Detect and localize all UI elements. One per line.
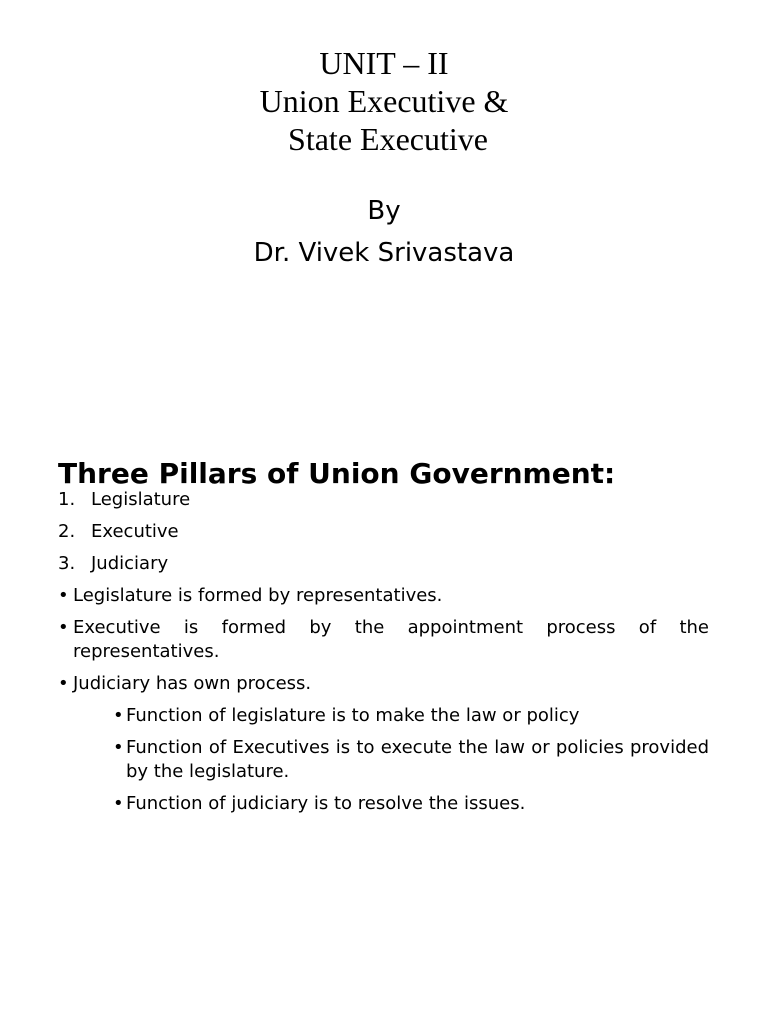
sub-bullet-text: Function of legislature is to make the law or policy (126, 705, 580, 726)
item-number: 1. (58, 489, 76, 510)
section-heading: Three Pillars of Union Government: (58, 457, 616, 490)
bullet-icon: • (113, 705, 124, 726)
bullet-text: Executive is formed by the appointment process of the representatives. (73, 617, 709, 662)
bullet-item (58, 616, 709, 664)
bullet-icon: • (113, 737, 124, 758)
title-line-state-executive: State Executive (280, 121, 488, 157)
sub-bullet-item (113, 704, 709, 728)
slide-title (0, 44, 768, 158)
sub-bullet-item (113, 736, 709, 784)
bullet-icon: • (113, 793, 124, 814)
item-text: Judiciary (91, 553, 169, 574)
numbered-item (58, 520, 709, 544)
item-number: 2. (58, 521, 76, 542)
bullet-item (58, 584, 709, 608)
sub-bullet-text: Function of judiciary is to resolve the issues. (126, 793, 526, 814)
by-label: By (367, 196, 401, 226)
numbered-item (58, 488, 709, 512)
title-line-union-executive: Union Executive & (259, 83, 509, 119)
item-text: Executive (91, 521, 179, 542)
item-number: 3. (58, 553, 76, 574)
sub-bullet-text: Function of Executives is to execute the law or policies provided by the legislature. (126, 737, 709, 782)
sub-bullet-item (113, 792, 709, 816)
bullet-icon: • (58, 617, 69, 638)
title-line-unit: UNIT – II (319, 45, 449, 81)
bullet-icon: • (58, 673, 69, 694)
author-name: Dr. Vivek Srivastava (253, 238, 515, 268)
bullet-text: Judiciary has own process. (73, 673, 312, 694)
item-text: Legislature (91, 489, 191, 510)
bullet-text: Legislature is formed by representatives. (73, 585, 443, 606)
pillars-slide (0, 384, 768, 1024)
slide-content (58, 488, 709, 824)
title-slide (0, 0, 768, 384)
numbered-item (58, 552, 709, 576)
bullet-item (58, 672, 709, 696)
byline (0, 190, 768, 274)
bullet-icon: • (58, 585, 69, 606)
